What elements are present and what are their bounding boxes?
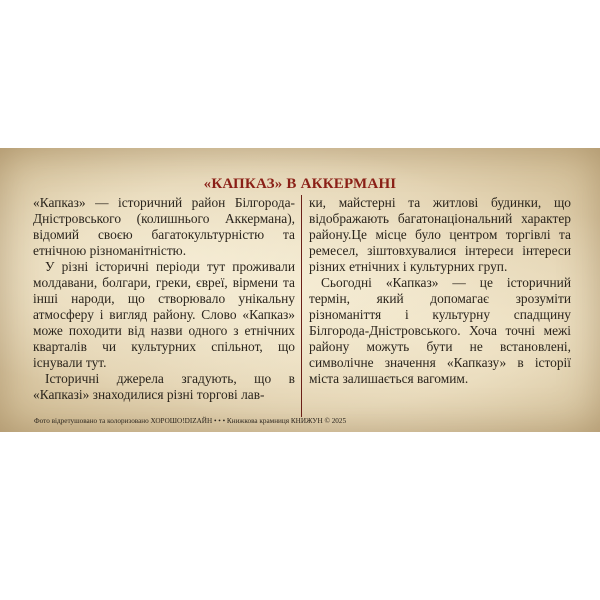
left-column — [33, 195, 295, 403]
paragraph: У різні історичні періоди тут проживали молдавани, болгари, греки, євреї, вірмени та інші народи, що створювало унікальну атмосферу і вигляд району. Слово «Капказ» може походити від назви одного з етнічних кварталів чи культурних спільнот, що існували тут. — [33, 259, 295, 370]
paragraph: ки, майстерні та житлові будинки, що відображають багатонаціональний характер району.Це місце було центром торгівлі та ремесел, зіштовхувалися інтереси інтереси різних етнічних і культурних груп. — [309, 195, 571, 274]
paragraph: Історичні джерела згадують, що в «Капказі» знаходилися різні торгові лав- — [33, 371, 295, 402]
text-card — [0, 148, 600, 432]
right-column — [309, 195, 571, 387]
column-divider — [301, 195, 302, 417]
paragraph: Сьогодні «Капказ» — це історичний термін, який допомагає зрозуміти різноманіття і культурну спадщину Білгорода-Дністровського. Хоча точні межі району можуть бути не встановлені, символічне значення «Капказу» в історії міста залишається вагомим. — [309, 275, 571, 386]
footer-credits: Фото відретушовано та колоризовано ХОРОШО!DIZАЙН • • • Книжкова крамниця КНИЖУН © 2025 — [34, 417, 347, 425]
page-title: «КАПКАЗ» В АККЕРМАНІ — [203, 176, 397, 192]
paragraph: «Капказ» — історичний район Білгорода-Дністровського (колишнього Аккермана), відомий своєю багатокультурністю та етнічною різноманітністю. — [33, 195, 295, 258]
